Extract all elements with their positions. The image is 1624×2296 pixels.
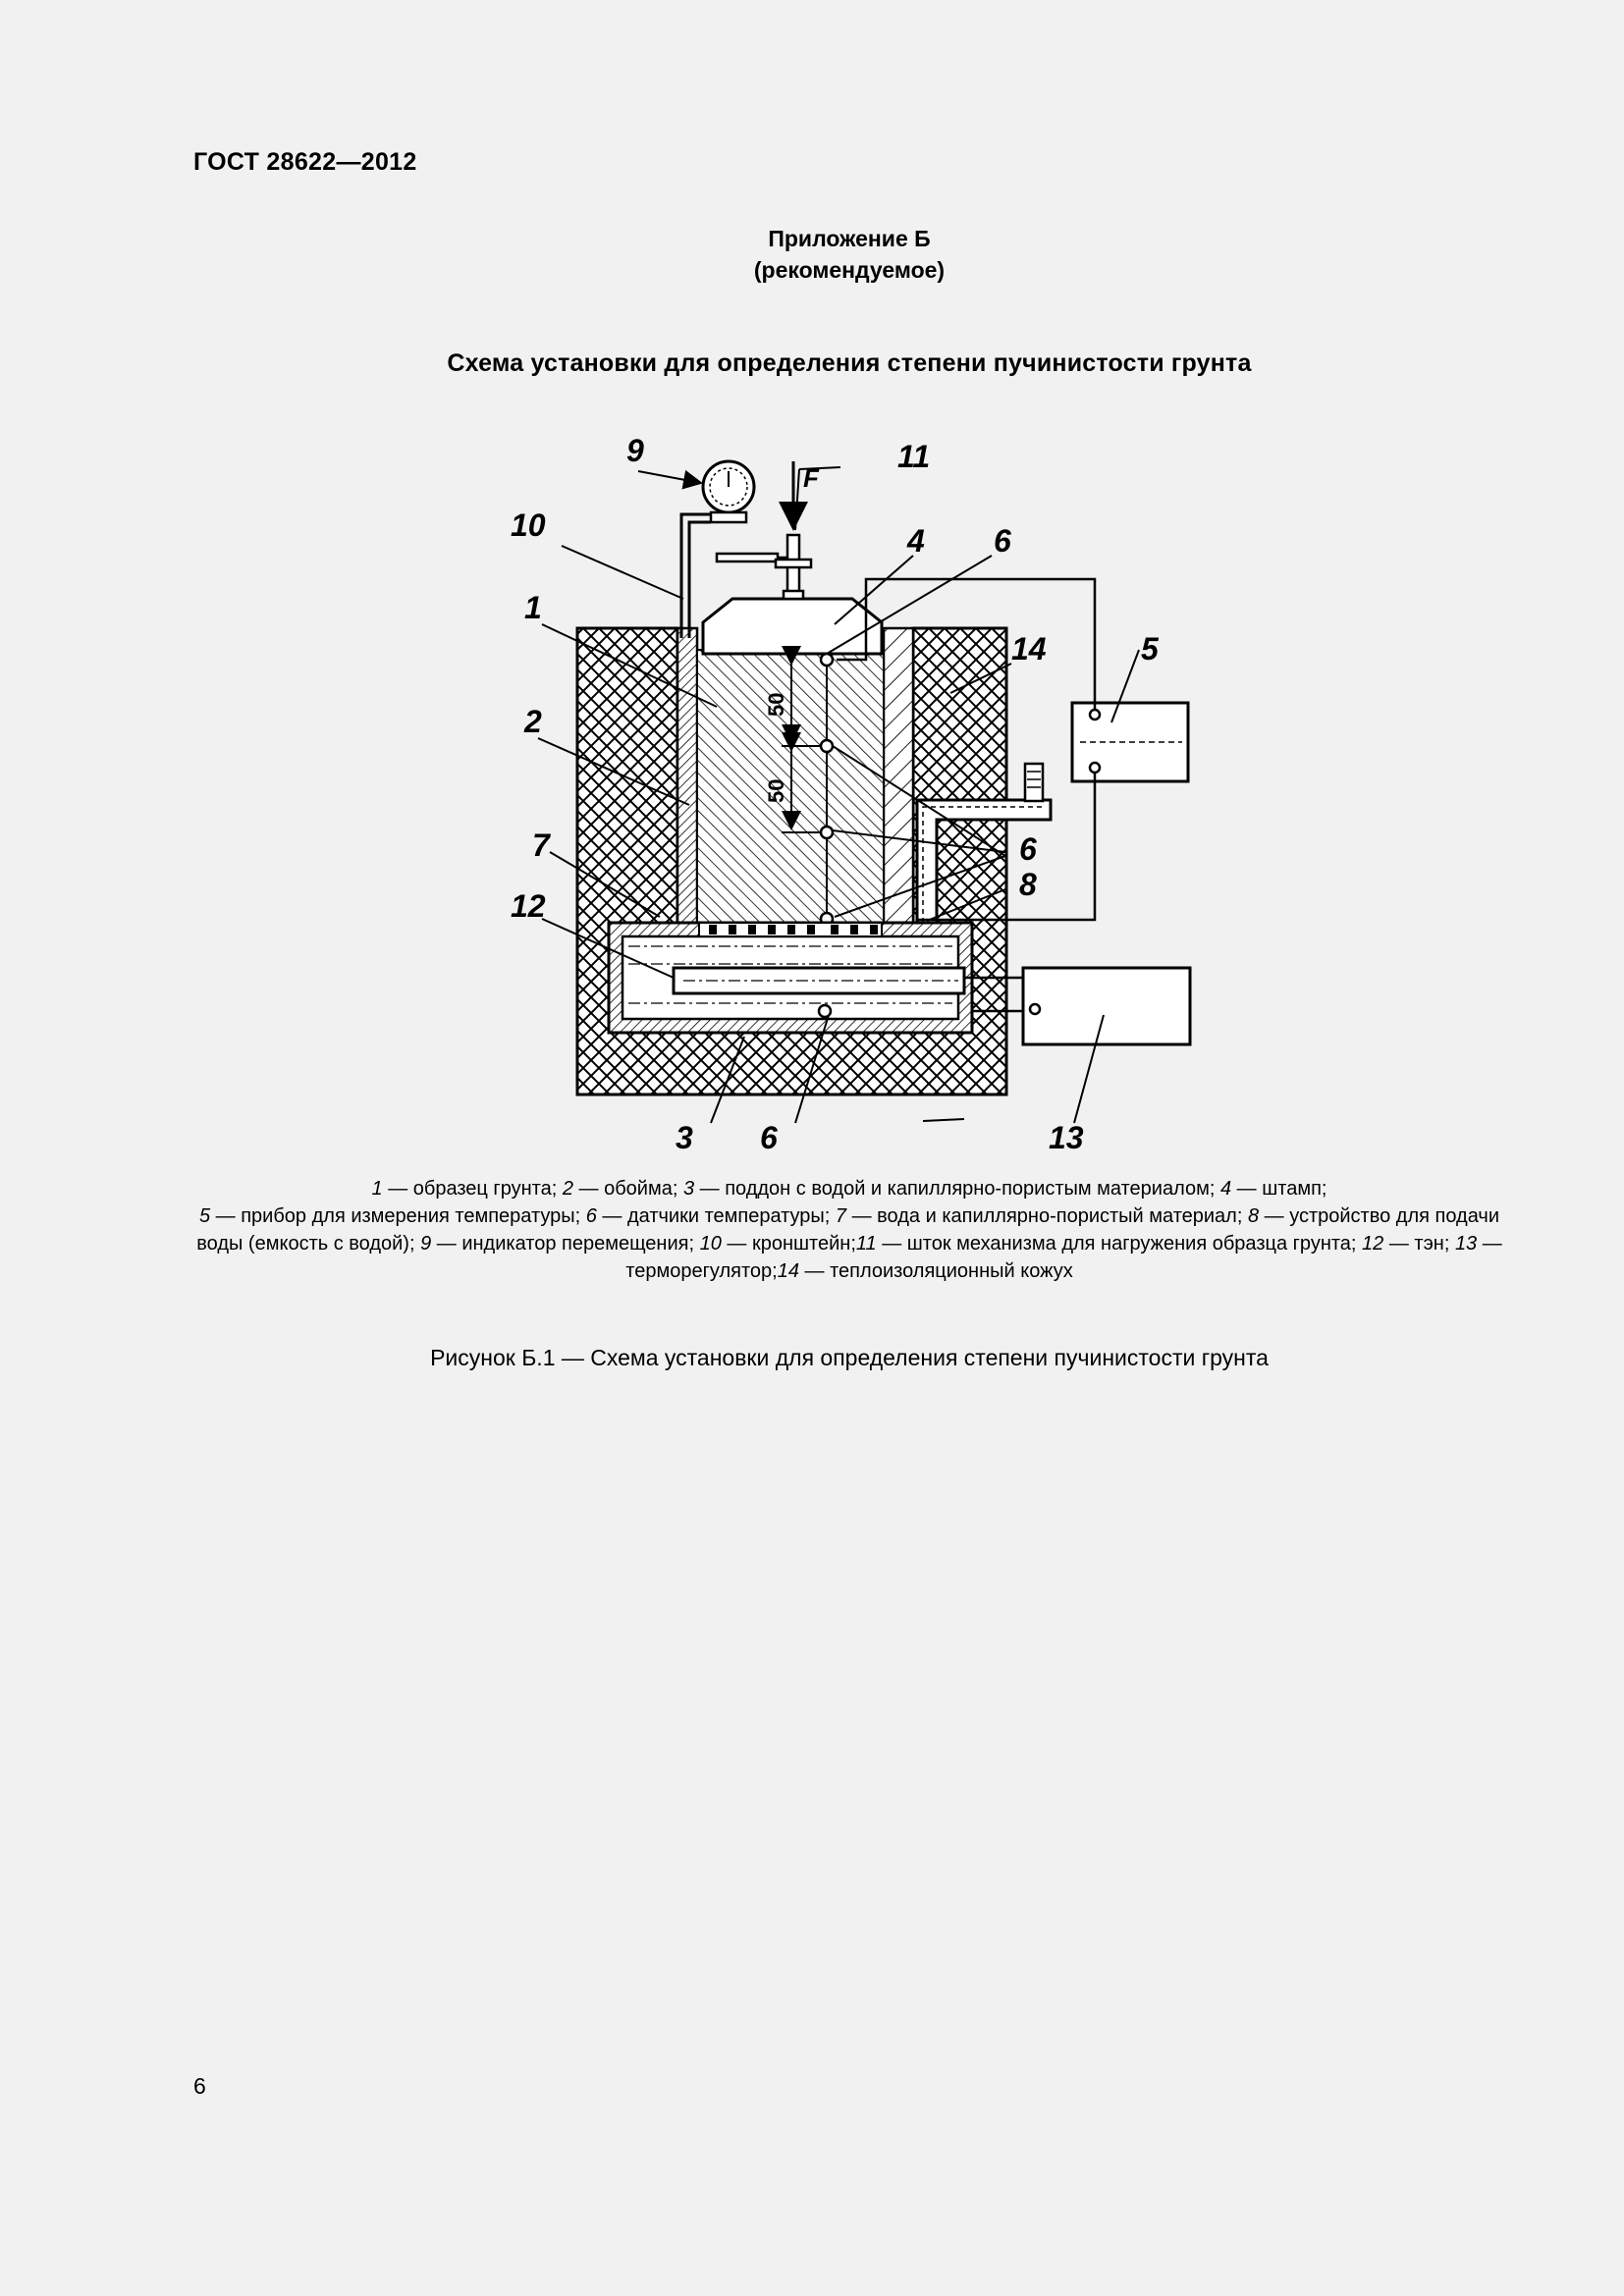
- document-header: ГОСТ 28622—2012: [193, 148, 417, 176]
- callout-9: 9: [626, 433, 644, 468]
- callout-4: 4: [907, 523, 925, 559]
- callout-1: 1: [524, 590, 542, 625]
- sensor: [821, 827, 833, 838]
- displacement-indicator: [703, 461, 754, 522]
- callout-8: 8: [1019, 867, 1037, 902]
- sensor: [821, 654, 833, 666]
- thermoregulator: [1023, 968, 1190, 1044]
- callout-10: 10: [511, 507, 546, 543]
- callout-6-top: 6: [994, 523, 1011, 559]
- callout-11: 11: [897, 439, 931, 474]
- dimension-lower: 50: [764, 778, 788, 803]
- figure-caption: Рисунок Б.1 — Схема установки для определения степени пучинистости грунта: [430, 1345, 1269, 1370]
- callout-13: 13: [1049, 1120, 1084, 1155]
- callout-6-mid: 6: [1019, 831, 1037, 867]
- callout-6-bottom: 6: [760, 1120, 778, 1155]
- callout-5: 5: [1141, 631, 1159, 667]
- callout-7: 7: [532, 828, 550, 863]
- callout-2: 2: [524, 704, 542, 739]
- force-label: F: [803, 463, 819, 493]
- dimension-upper: 50: [764, 692, 788, 717]
- callout-3: 3: [676, 1120, 693, 1155]
- callout-14: 14: [1011, 631, 1047, 667]
- legend-line: 1 — образец грунта; 2 — обойма; 3 — поддон с водой и капиллярно-пористым материалом; 4 — штамп;: [371, 1178, 1327, 1200]
- setup-diagram: [481, 432, 1227, 1158]
- legend-line: 5 — прибор для измерения температуры; 6 — датчики температуры; 7 — вода и капиллярно-пористый материал; 8 — устройство для подачи воды (емкость с водой); 9 — индикатор перемещения; 10 — кронштейн;11 — шток механизма для нагружения образца грунта; 12 — тэн; 13 — терморегулятор;14 — теплоизоляционный кожух: [196, 1205, 1502, 1282]
- page-number: 6: [193, 2073, 206, 2099]
- sensor: [821, 740, 833, 752]
- figure-legend: [196, 1175, 1502, 1285]
- scheme-title: Схема установки для определения степени пучинистости грунта: [447, 349, 1252, 377]
- callout-12: 12: [511, 888, 546, 924]
- appendix-status: (рекомендуемое): [753, 257, 946, 283]
- appendix-title: Приложение Б: [768, 226, 931, 251]
